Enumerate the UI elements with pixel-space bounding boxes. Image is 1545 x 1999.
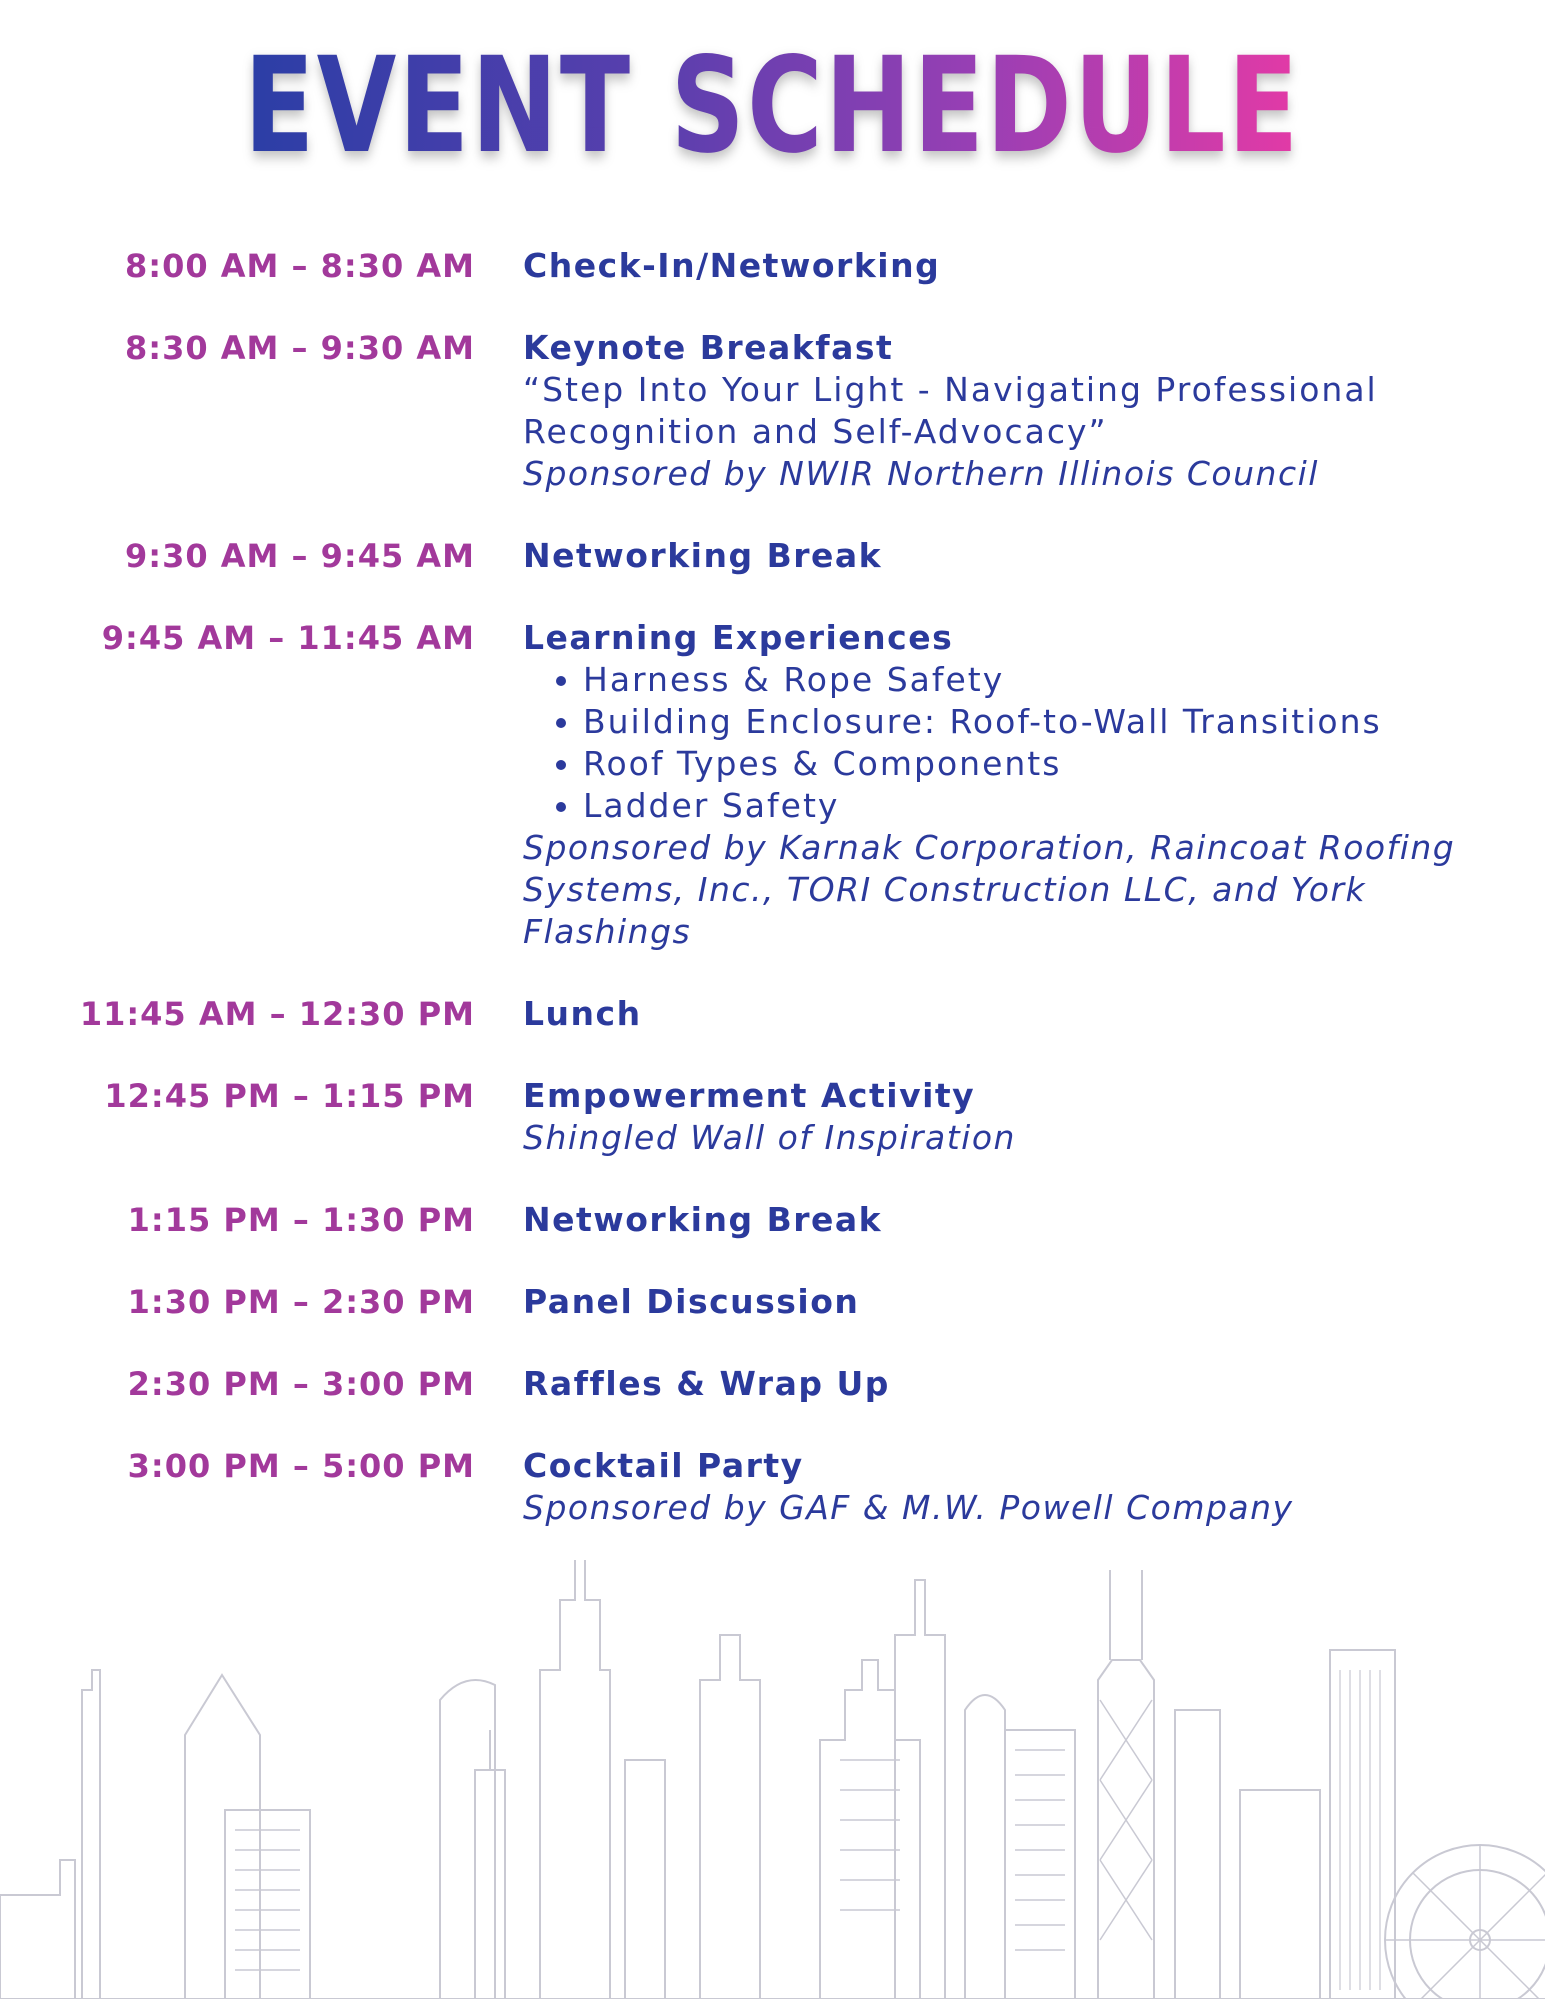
event-title: Lunch bbox=[523, 994, 642, 1033]
topic-item: • Roof Types & Components bbox=[583, 743, 1483, 785]
schedule-time: 1:30 PM – 2:30 PM bbox=[127, 1283, 475, 1321]
topic-item: • Harness & Rope Safety bbox=[583, 659, 1483, 701]
schedule-content bbox=[523, 1363, 1483, 1405]
schedule-row bbox=[0, 535, 1545, 577]
page-title: EVENT SCHEDULE bbox=[244, 29, 1301, 183]
schedule-row bbox=[0, 1363, 1545, 1405]
event-title: Panel Discussion bbox=[523, 1282, 860, 1321]
topic-item: • Ladder Safety bbox=[583, 785, 1483, 827]
schedule-content bbox=[523, 327, 1483, 495]
event-subtitle: Shingled Wall of Inspiration bbox=[523, 1118, 1016, 1157]
schedule-content bbox=[523, 1199, 1483, 1241]
schedule-time: 8:30 AM – 9:30 AM bbox=[125, 329, 475, 367]
schedule-content bbox=[523, 993, 1483, 1035]
header bbox=[0, 29, 1545, 183]
topic-list bbox=[523, 659, 1483, 827]
event-sponsor: Sponsored by GAF & M.W. Powell Company bbox=[523, 1488, 1294, 1527]
event-title: Cocktail Party bbox=[523, 1446, 804, 1485]
schedule-list bbox=[0, 245, 1545, 1529]
event-sponsor: Sponsored by NWIR Northern Illinois Council bbox=[523, 454, 1319, 493]
schedule-time: 9:45 AM – 11:45 AM bbox=[101, 619, 475, 657]
schedule-row bbox=[0, 1199, 1545, 1241]
city-skyline-illustration bbox=[0, 1560, 1545, 1999]
topic-item: • Building Enclosure: Roof-to-Wall Transitions bbox=[583, 701, 1483, 743]
event-title: Empowerment Activity bbox=[523, 1076, 976, 1115]
schedule-content bbox=[523, 1445, 1483, 1529]
schedule-time: 8:00 AM – 8:30 AM bbox=[125, 247, 475, 285]
event-title: Learning Experiences bbox=[523, 618, 954, 657]
event-sponsor: Sponsored by Karnak Corporation, Raincoat Roofing Systems, Inc., TORI Construction LLC, and York Flashings bbox=[523, 828, 1456, 951]
schedule-row bbox=[0, 617, 1545, 953]
event-title: Check-In/Networking bbox=[523, 246, 941, 285]
schedule-row bbox=[0, 1281, 1545, 1323]
event-title: Networking Break bbox=[523, 536, 883, 575]
schedule-row bbox=[0, 1445, 1545, 1529]
schedule-time: 2:30 PM – 3:00 PM bbox=[127, 1365, 475, 1403]
schedule-time: 3:00 PM – 5:00 PM bbox=[127, 1447, 475, 1485]
schedule-row bbox=[0, 993, 1545, 1035]
schedule-row bbox=[0, 327, 1545, 495]
event-title: Networking Break bbox=[523, 1200, 883, 1239]
schedule-content bbox=[523, 617, 1483, 953]
schedule-time: 9:30 AM – 9:45 AM bbox=[125, 537, 475, 575]
schedule-time: 12:45 PM – 1:15 PM bbox=[104, 1077, 475, 1115]
schedule-content bbox=[523, 535, 1483, 577]
event-title: Raffles & Wrap Up bbox=[523, 1364, 890, 1403]
event-title: Keynote Breakfast bbox=[523, 328, 894, 367]
schedule-content bbox=[523, 1281, 1483, 1323]
event-subtitle: “Step Into Your Light - Navigating Professional Recognition and Self-Advocacy” bbox=[523, 370, 1378, 451]
schedule-row bbox=[0, 1075, 1545, 1159]
schedule-content bbox=[523, 245, 1483, 287]
schedule-time: 11:45 AM – 12:30 PM bbox=[79, 995, 475, 1033]
schedule-time: 1:15 PM – 1:30 PM bbox=[127, 1201, 475, 1239]
schedule-content bbox=[523, 1075, 1483, 1159]
schedule-row bbox=[0, 245, 1545, 287]
